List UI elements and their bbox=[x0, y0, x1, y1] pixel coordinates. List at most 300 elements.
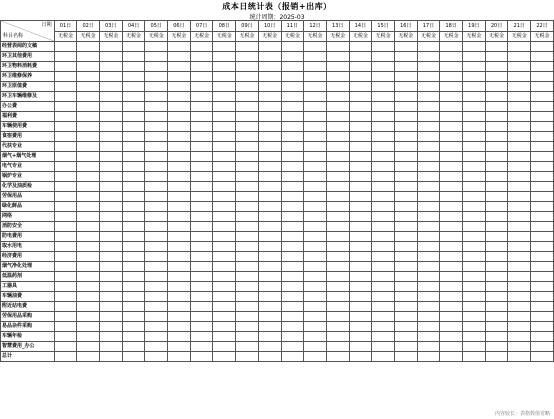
table-cell bbox=[485, 72, 508, 82]
table-cell bbox=[394, 132, 417, 142]
table-cell bbox=[122, 102, 145, 112]
table-cell bbox=[440, 42, 463, 52]
table-cell bbox=[145, 292, 168, 302]
table-cell bbox=[485, 162, 508, 172]
table-cell bbox=[394, 192, 417, 202]
table-cell bbox=[281, 312, 304, 322]
table-cell bbox=[440, 202, 463, 212]
table-cell bbox=[145, 252, 168, 262]
table-cell bbox=[213, 352, 236, 362]
table-cell bbox=[394, 222, 417, 232]
table-cell bbox=[508, 182, 531, 192]
table-cell bbox=[258, 332, 281, 342]
table-cell bbox=[145, 112, 168, 122]
table-cell bbox=[190, 182, 213, 192]
table-cell bbox=[349, 222, 372, 232]
table-cell bbox=[349, 312, 372, 322]
table-cell bbox=[168, 52, 191, 62]
table-cell bbox=[372, 302, 395, 312]
table-cell bbox=[281, 162, 304, 172]
table-cell bbox=[304, 212, 327, 222]
table-cell bbox=[145, 62, 168, 72]
table-cell bbox=[372, 262, 395, 272]
table-cell bbox=[531, 262, 554, 272]
table-cell bbox=[417, 172, 440, 182]
day-header: 15日 bbox=[372, 21, 395, 32]
table-cell bbox=[213, 262, 236, 272]
table-cell bbox=[258, 162, 281, 172]
table-cell bbox=[485, 152, 508, 162]
table-cell bbox=[100, 122, 123, 132]
table-cell bbox=[236, 72, 259, 82]
tax-free-header: 无税金 bbox=[440, 32, 463, 42]
tax-free-header: 无税金 bbox=[485, 32, 508, 42]
table-cell bbox=[417, 202, 440, 212]
table-cell bbox=[258, 72, 281, 82]
day-header: 07日 bbox=[190, 21, 213, 32]
table-cell bbox=[100, 52, 123, 62]
table-cell bbox=[100, 142, 123, 152]
table-cell bbox=[531, 132, 554, 142]
table-cell bbox=[168, 242, 191, 252]
table-cell bbox=[394, 292, 417, 302]
table-cell bbox=[531, 172, 554, 182]
table-cell bbox=[168, 102, 191, 112]
table-cell bbox=[440, 172, 463, 182]
table-cell bbox=[145, 72, 168, 82]
table-cell bbox=[349, 202, 372, 212]
table-cell bbox=[372, 132, 395, 142]
table-cell bbox=[508, 162, 531, 172]
table-cell bbox=[258, 232, 281, 242]
table-cell bbox=[77, 282, 100, 292]
table-cell bbox=[372, 72, 395, 82]
table-cell bbox=[485, 352, 508, 362]
table-cell bbox=[168, 62, 191, 72]
table-row bbox=[1, 312, 554, 322]
day-header: 03日 bbox=[100, 21, 123, 32]
table-cell bbox=[304, 172, 327, 182]
table-cell bbox=[440, 52, 463, 62]
table-cell bbox=[281, 102, 304, 112]
table-cell bbox=[394, 282, 417, 292]
table-cell bbox=[281, 92, 304, 102]
table-cell bbox=[122, 172, 145, 182]
table-cell bbox=[236, 152, 259, 162]
table-cell bbox=[463, 72, 486, 82]
table-cell bbox=[417, 112, 440, 122]
table-cell bbox=[349, 182, 372, 192]
table-cell bbox=[440, 262, 463, 272]
table-cell bbox=[326, 332, 349, 342]
table-cell bbox=[258, 202, 281, 212]
table-cell bbox=[417, 242, 440, 252]
tax-free-header: 无税金 bbox=[531, 32, 554, 42]
table-cell bbox=[77, 252, 100, 262]
table-cell bbox=[394, 92, 417, 102]
table-cell bbox=[463, 132, 486, 142]
table-cell bbox=[394, 172, 417, 182]
table-cell bbox=[394, 82, 417, 92]
table-cell bbox=[394, 352, 417, 362]
table-cell bbox=[485, 182, 508, 192]
table-cell bbox=[213, 272, 236, 282]
table-cell bbox=[531, 222, 554, 232]
table-cell bbox=[326, 282, 349, 292]
table-cell bbox=[349, 122, 372, 132]
tax-free-header: 无税金 bbox=[236, 32, 259, 42]
table-cell bbox=[236, 52, 259, 62]
table-cell bbox=[168, 272, 191, 282]
table-cell bbox=[236, 142, 259, 152]
table-row bbox=[1, 332, 554, 342]
table-cell bbox=[304, 352, 327, 362]
tax-free-header: 无税金 bbox=[213, 32, 236, 42]
table-cell bbox=[236, 242, 259, 252]
table-cell bbox=[54, 292, 77, 302]
table-cell bbox=[77, 112, 100, 122]
table-cell bbox=[190, 42, 213, 52]
table-cell bbox=[440, 352, 463, 362]
table-cell bbox=[236, 262, 259, 272]
table-cell bbox=[236, 92, 259, 102]
table-cell bbox=[531, 212, 554, 222]
table-cell bbox=[213, 132, 236, 142]
table-cell bbox=[100, 242, 123, 252]
table-cell bbox=[236, 182, 259, 192]
table-cell bbox=[77, 232, 100, 242]
table-cell bbox=[417, 42, 440, 52]
table-cell bbox=[326, 42, 349, 52]
table-cell bbox=[372, 52, 395, 62]
table-cell bbox=[508, 272, 531, 282]
table-cell bbox=[417, 212, 440, 222]
table-cell bbox=[236, 272, 259, 282]
table-cell bbox=[54, 352, 77, 362]
table-cell bbox=[531, 352, 554, 362]
table-cell bbox=[190, 302, 213, 312]
table-cell bbox=[349, 92, 372, 102]
table-cell bbox=[122, 92, 145, 102]
table-cell bbox=[304, 282, 327, 292]
day-header: 09日 bbox=[236, 21, 259, 32]
table-cell bbox=[372, 322, 395, 332]
table-cell bbox=[417, 252, 440, 262]
table-cell bbox=[213, 152, 236, 162]
tax-free-header: 无税金 bbox=[508, 32, 531, 42]
row-label: 代扶专业 bbox=[1, 142, 55, 152]
table-cell bbox=[145, 312, 168, 322]
table-cell bbox=[372, 342, 395, 352]
table-row bbox=[1, 302, 554, 312]
table-cell bbox=[258, 82, 281, 92]
table-cell bbox=[304, 52, 327, 62]
table-cell bbox=[145, 242, 168, 252]
tax-free-header: 无税金 bbox=[54, 32, 77, 42]
row-label: 办公费 bbox=[1, 102, 55, 112]
table-row bbox=[1, 182, 554, 192]
table-cell bbox=[236, 282, 259, 292]
table-cell bbox=[281, 202, 304, 212]
table-cell bbox=[440, 132, 463, 142]
table-cell bbox=[394, 342, 417, 352]
table-cell bbox=[213, 112, 236, 122]
table-cell bbox=[54, 112, 77, 122]
table-cell bbox=[236, 122, 259, 132]
row-label: 车辆使用费 bbox=[1, 122, 55, 132]
table-cell bbox=[417, 122, 440, 132]
table-cell bbox=[349, 82, 372, 92]
table-cell bbox=[349, 282, 372, 292]
table-cell bbox=[213, 252, 236, 262]
table-cell bbox=[440, 212, 463, 222]
day-header: 10日 bbox=[258, 21, 281, 32]
table-cell bbox=[236, 102, 259, 112]
table-cell bbox=[394, 302, 417, 312]
table-cell bbox=[145, 82, 168, 92]
table-cell bbox=[168, 302, 191, 312]
tax-free-header: 无税金 bbox=[394, 32, 417, 42]
table-cell bbox=[168, 312, 191, 322]
table-cell bbox=[372, 92, 395, 102]
table-cell bbox=[100, 232, 123, 242]
table-cell bbox=[281, 332, 304, 342]
table-cell bbox=[213, 302, 236, 312]
table-cell bbox=[145, 222, 168, 232]
table-cell bbox=[508, 42, 531, 52]
table-cell bbox=[122, 312, 145, 322]
table-cell bbox=[463, 292, 486, 302]
table-cell bbox=[258, 212, 281, 222]
table-cell bbox=[463, 182, 486, 192]
table-cell bbox=[372, 332, 395, 342]
table-cell bbox=[54, 162, 77, 172]
table-cell bbox=[100, 352, 123, 362]
table-cell bbox=[190, 102, 213, 112]
table-cell bbox=[531, 202, 554, 212]
table-row bbox=[1, 132, 554, 142]
table-cell bbox=[168, 162, 191, 172]
table-cell bbox=[213, 142, 236, 152]
table-cell bbox=[372, 152, 395, 162]
tax-free-header: 无税金 bbox=[168, 32, 191, 42]
table-cell bbox=[77, 162, 100, 172]
table-row bbox=[1, 342, 554, 352]
tax-free-header: 无税金 bbox=[326, 32, 349, 42]
table-cell bbox=[236, 252, 259, 262]
tax-free-header: 无税金 bbox=[372, 32, 395, 42]
table-cell bbox=[326, 162, 349, 172]
table-cell bbox=[531, 312, 554, 322]
table-cell bbox=[54, 102, 77, 112]
table-cell bbox=[213, 212, 236, 222]
table-cell bbox=[213, 82, 236, 92]
table-cell bbox=[100, 42, 123, 52]
table-cell bbox=[372, 242, 395, 252]
table-cell bbox=[236, 112, 259, 122]
table-cell bbox=[77, 202, 100, 212]
tax-free-header: 无税金 bbox=[349, 32, 372, 42]
table-cell bbox=[531, 142, 554, 152]
table-cell bbox=[145, 152, 168, 162]
tax-free-header: 无税金 bbox=[258, 32, 281, 42]
table-cell bbox=[326, 222, 349, 232]
table-cell bbox=[531, 232, 554, 242]
table-cell bbox=[168, 42, 191, 52]
table-cell bbox=[281, 232, 304, 242]
table-cell bbox=[485, 272, 508, 282]
table-cell bbox=[463, 102, 486, 112]
table-cell bbox=[372, 222, 395, 232]
table-cell bbox=[258, 302, 281, 312]
table-cell bbox=[213, 62, 236, 72]
table-cell bbox=[372, 312, 395, 322]
table-cell bbox=[77, 322, 100, 332]
tax-free-header: 无税金 bbox=[417, 32, 440, 42]
table-cell bbox=[349, 232, 372, 242]
table-cell bbox=[100, 132, 123, 142]
table-cell bbox=[394, 332, 417, 342]
table-cell bbox=[417, 52, 440, 62]
table-cell bbox=[54, 252, 77, 262]
table-cell bbox=[77, 222, 100, 232]
table-cell bbox=[304, 272, 327, 282]
table-cell bbox=[190, 342, 213, 352]
row-label: 化学及油质检 bbox=[1, 182, 55, 192]
table-cell bbox=[258, 172, 281, 182]
table-cell bbox=[77, 352, 100, 362]
table-cell bbox=[100, 182, 123, 192]
table-cell bbox=[122, 162, 145, 172]
table-cell bbox=[281, 152, 304, 162]
table-cell bbox=[145, 202, 168, 212]
table-cell bbox=[145, 192, 168, 202]
table-cell bbox=[417, 192, 440, 202]
table-cell bbox=[349, 292, 372, 302]
table-cell bbox=[417, 182, 440, 192]
table-cell bbox=[508, 332, 531, 342]
table-cell bbox=[531, 62, 554, 72]
table-cell bbox=[372, 112, 395, 122]
table-cell bbox=[463, 252, 486, 262]
table-cell bbox=[463, 332, 486, 342]
table-cell bbox=[54, 92, 77, 102]
table-cell bbox=[326, 302, 349, 312]
table-cell bbox=[440, 252, 463, 262]
table-cell bbox=[190, 62, 213, 72]
table-cell bbox=[122, 292, 145, 302]
tax-free-header: 无税金 bbox=[100, 32, 123, 42]
table-cell bbox=[77, 132, 100, 142]
table-cell bbox=[190, 262, 213, 272]
table-cell bbox=[168, 332, 191, 342]
table-cell bbox=[349, 142, 372, 152]
table-cell bbox=[417, 322, 440, 332]
table-cell bbox=[145, 52, 168, 62]
table-cell bbox=[417, 282, 440, 292]
table-cell bbox=[190, 232, 213, 242]
row-label: 低温药剂 bbox=[1, 272, 55, 282]
table-cell bbox=[326, 192, 349, 202]
table-cell bbox=[394, 182, 417, 192]
table-cell bbox=[463, 42, 486, 52]
table-cell bbox=[168, 212, 191, 222]
table-cell bbox=[326, 182, 349, 192]
table-cell bbox=[394, 202, 417, 212]
table-cell bbox=[349, 262, 372, 272]
table-cell bbox=[145, 142, 168, 152]
table-cell bbox=[394, 322, 417, 332]
table-cell bbox=[531, 72, 554, 82]
table-cell bbox=[440, 312, 463, 322]
table-cell bbox=[190, 172, 213, 182]
table-cell bbox=[190, 332, 213, 342]
table-cell bbox=[168, 342, 191, 352]
table-cell bbox=[417, 312, 440, 322]
row-label: 附近站电费 bbox=[1, 302, 55, 312]
table-cell bbox=[122, 282, 145, 292]
table-cell bbox=[508, 342, 531, 352]
table-cell bbox=[122, 302, 145, 312]
table-cell bbox=[349, 242, 372, 252]
table-cell bbox=[100, 82, 123, 92]
table-cell bbox=[508, 52, 531, 62]
table-row bbox=[1, 72, 554, 82]
table-cell bbox=[508, 312, 531, 322]
table-row bbox=[1, 232, 554, 242]
table-cell bbox=[304, 322, 327, 332]
table-cell bbox=[77, 272, 100, 282]
row-label: 智慧费用_办公 bbox=[1, 342, 55, 352]
table-cell bbox=[258, 222, 281, 232]
table-cell bbox=[190, 272, 213, 282]
table-cell bbox=[463, 172, 486, 182]
table-cell bbox=[281, 52, 304, 62]
table-cell bbox=[463, 52, 486, 62]
table-cell bbox=[258, 152, 281, 162]
table-row bbox=[1, 142, 554, 152]
table-cell bbox=[531, 152, 554, 162]
table-cell bbox=[145, 342, 168, 352]
table-cell bbox=[168, 72, 191, 82]
table-cell bbox=[440, 192, 463, 202]
table-cell bbox=[236, 202, 259, 212]
table-cell bbox=[258, 292, 281, 302]
table-cell bbox=[440, 112, 463, 122]
table-cell bbox=[394, 162, 417, 172]
table-cell bbox=[54, 202, 77, 212]
table-cell bbox=[349, 132, 372, 142]
table-cell bbox=[100, 202, 123, 212]
table-cell bbox=[326, 242, 349, 252]
table-cell bbox=[463, 352, 486, 362]
table-cell bbox=[485, 282, 508, 292]
table-cell bbox=[349, 162, 372, 172]
table-cell bbox=[236, 42, 259, 52]
table-cell bbox=[281, 322, 304, 332]
table-cell bbox=[440, 272, 463, 282]
table-cell bbox=[258, 272, 281, 282]
row-label: 网络 bbox=[1, 212, 55, 222]
table-cell bbox=[463, 282, 486, 292]
table-cell bbox=[485, 92, 508, 102]
table-cell bbox=[54, 232, 77, 242]
day-header: 08日 bbox=[213, 21, 236, 32]
table-row bbox=[1, 352, 554, 362]
table-cell bbox=[236, 82, 259, 92]
table-cell bbox=[258, 112, 281, 122]
table-row bbox=[1, 62, 554, 72]
